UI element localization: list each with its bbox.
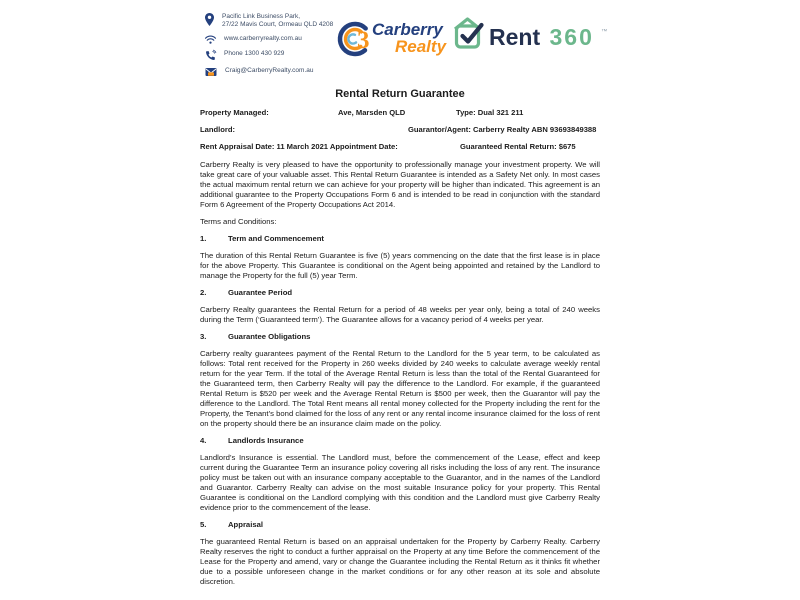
section-4-body: Landlord’s Insurance is essential. The Landlord must, before the commencement of the Lease, effect and keep current during the Guarantee Term an insurance policy covering all risks including the loss of any rent. The insurance policy must be taken out with an insurance company acceptable to the Guarantor, and in the names of the Landlord and Guarantor. Carberry Realty can advise on the most suitable Insurance policy for your property. This Rental Guarantee is conditional on the Landlord complying with this condition and the Landlord must give Carberry Realty evidence prior to the commencement of the lease. bbox=[200, 453, 600, 512]
section-1-body: The duration of this Rental Return Guarantee is five (5) years commencing on the date that the first lease is in place for the above Property. This Guarantee is conditional on the Agent being appointed and retained by the Landlord to manage the Property for the full (5) year Term. bbox=[200, 251, 600, 280]
section-2-heading bbox=[200, 288, 600, 298]
section-5-heading bbox=[200, 520, 600, 530]
section-1-number: 1. bbox=[200, 234, 207, 243]
section-2-title: Guarantee Period bbox=[228, 288, 293, 297]
section-5-number: 5. bbox=[200, 520, 207, 529]
phone-text: Phone 1300 430 929 bbox=[224, 50, 285, 57]
rent360-tm: ™ bbox=[601, 29, 608, 35]
guarantor-agent: Guarantor/Agent: Carberry Realty ABN 93693849388 bbox=[408, 125, 597, 134]
email-row bbox=[205, 67, 345, 77]
section-4-number: 4. bbox=[200, 436, 207, 445]
address-text bbox=[222, 13, 333, 29]
document-content bbox=[200, 88, 600, 594]
section-5-title: Appraisal bbox=[228, 520, 264, 529]
carberry-logo-word2: Realty bbox=[395, 37, 447, 56]
email-icon bbox=[205, 67, 217, 77]
details-row-1 bbox=[200, 108, 600, 119]
carberry-realty-logo bbox=[336, 12, 447, 69]
phone-row bbox=[205, 50, 345, 61]
location-pin-icon bbox=[205, 13, 214, 26]
property-type: Type: Dual 321 211 bbox=[456, 108, 524, 117]
details-row-3 bbox=[200, 142, 600, 153]
section-3-body: Carberry realty guarantees payment of the Rental Return to the Landlord for the 5 year term, to be calculated as follows: Total rent received for the Property in 260 weeks divided by 240 weeks to calculate average weekly rental return for the year Term. If the total of the Average Rental Return is less than the total of the Rental Guaranteed for the Guaranteed term, then Carberry Realty will pay the difference to the Landlord. For example, if the guaranteed Rental Return is $520 per week and the Average Rental Return is $500 per week, then the Guarantor will pay the difference to the Landlord. The Total Rent means all rental money collected for the Property including the rent for the Property, the Tenant’s bond claimed for the loss of any rent or any rental income insurance claimed for the loss of rent on the property should there be an insurance claim made on the policy. bbox=[200, 349, 600, 428]
rent360-house-check-icon bbox=[455, 19, 482, 47]
phone-icon bbox=[205, 50, 216, 61]
section-1-title: Term and Commencement bbox=[228, 234, 324, 243]
rent360-word2: 360 bbox=[549, 24, 594, 50]
section-2-body: Carberry Realty guarantees the Rental Return for a period of 48 weeks per year only, being a total of 240 weeks during the Term (‘Guaranteed term’). The Guarantee allows for a vacancy period of 4 weeks per year. bbox=[200, 305, 600, 324]
carberry-logo-icon bbox=[334, 18, 376, 60]
section-3-number: 3. bbox=[200, 332, 207, 341]
property-managed-value: Ave, Marsden QLD bbox=[338, 108, 406, 117]
address-row bbox=[205, 13, 345, 29]
section-1-heading bbox=[200, 234, 600, 244]
guaranteed-rental-return: Guaranteed Rental Return: $675 bbox=[460, 142, 576, 151]
address-line1: Pacific Link Business Park, bbox=[222, 13, 301, 20]
carberry-logo-word1: Carberry bbox=[372, 20, 443, 39]
property-details bbox=[200, 108, 600, 154]
page-title: Rental Return Guarantee bbox=[335, 88, 465, 100]
website-text: www.carberryrealty.com.au bbox=[224, 35, 302, 42]
property-managed-label: Property Managed: bbox=[200, 108, 269, 117]
rent360-logo bbox=[452, 16, 608, 59]
section-2-number: 2. bbox=[200, 288, 207, 297]
section-4-heading bbox=[200, 436, 600, 446]
email-text: Craig@CarberryRealty.com.au bbox=[225, 67, 314, 74]
carberry-icon-character: 3 bbox=[357, 27, 370, 54]
section-3-heading bbox=[200, 332, 600, 342]
section-5-body: The guaranteed Rental Return is based on an appraisal undertaken for the Property by Carberry Realty. Carberry Realty reserves the right to conduct a further appraisal on the Property at any time Before the commencement of the Lease for the Property and amend, vary or change the Guarantee including the Rental Return as it thinks fit whether due to a possible unforeseen change in the market conditions or for any other reason at its sole and absolute discretion. bbox=[200, 537, 600, 586]
wifi-icon bbox=[205, 35, 216, 44]
contact-block bbox=[205, 13, 345, 77]
svg-text:Rent 360 ™ bbox=[489, 24, 607, 50]
section-3-title: Guarantee Obligations bbox=[228, 332, 311, 341]
rent-appraisal-date: Rent Appraisal Date: 11 March 2021 Appointment Date: bbox=[200, 142, 398, 151]
landlord-label: Landlord: bbox=[200, 125, 236, 134]
details-row-2 bbox=[200, 125, 600, 136]
section-4-title: Landlords Insurance bbox=[228, 436, 304, 445]
rent360-word1: Rent bbox=[489, 24, 541, 50]
terms-and-conditions-heading: Terms and Conditions: bbox=[200, 217, 277, 226]
address-line2: 27/22 Mavis Court, Ormeau QLD 4208 bbox=[222, 21, 334, 28]
intro-paragraph: Carberry Realty is very pleased to have the opportunity to professionally manage your investment property. We will take great care of your valuable asset. This Rental Return Guarantee is intended as a Safety Net only. In most cases the actual maximum rental return we can achieve for your property will be higher than indicated. This agreement is an additional guarantee to the Property Occupations Form 6 and is intended to be read in conjunction with the standard Form 6 Agreement of the Property Occupations Act 2014. bbox=[200, 160, 600, 209]
website-row bbox=[205, 35, 345, 44]
